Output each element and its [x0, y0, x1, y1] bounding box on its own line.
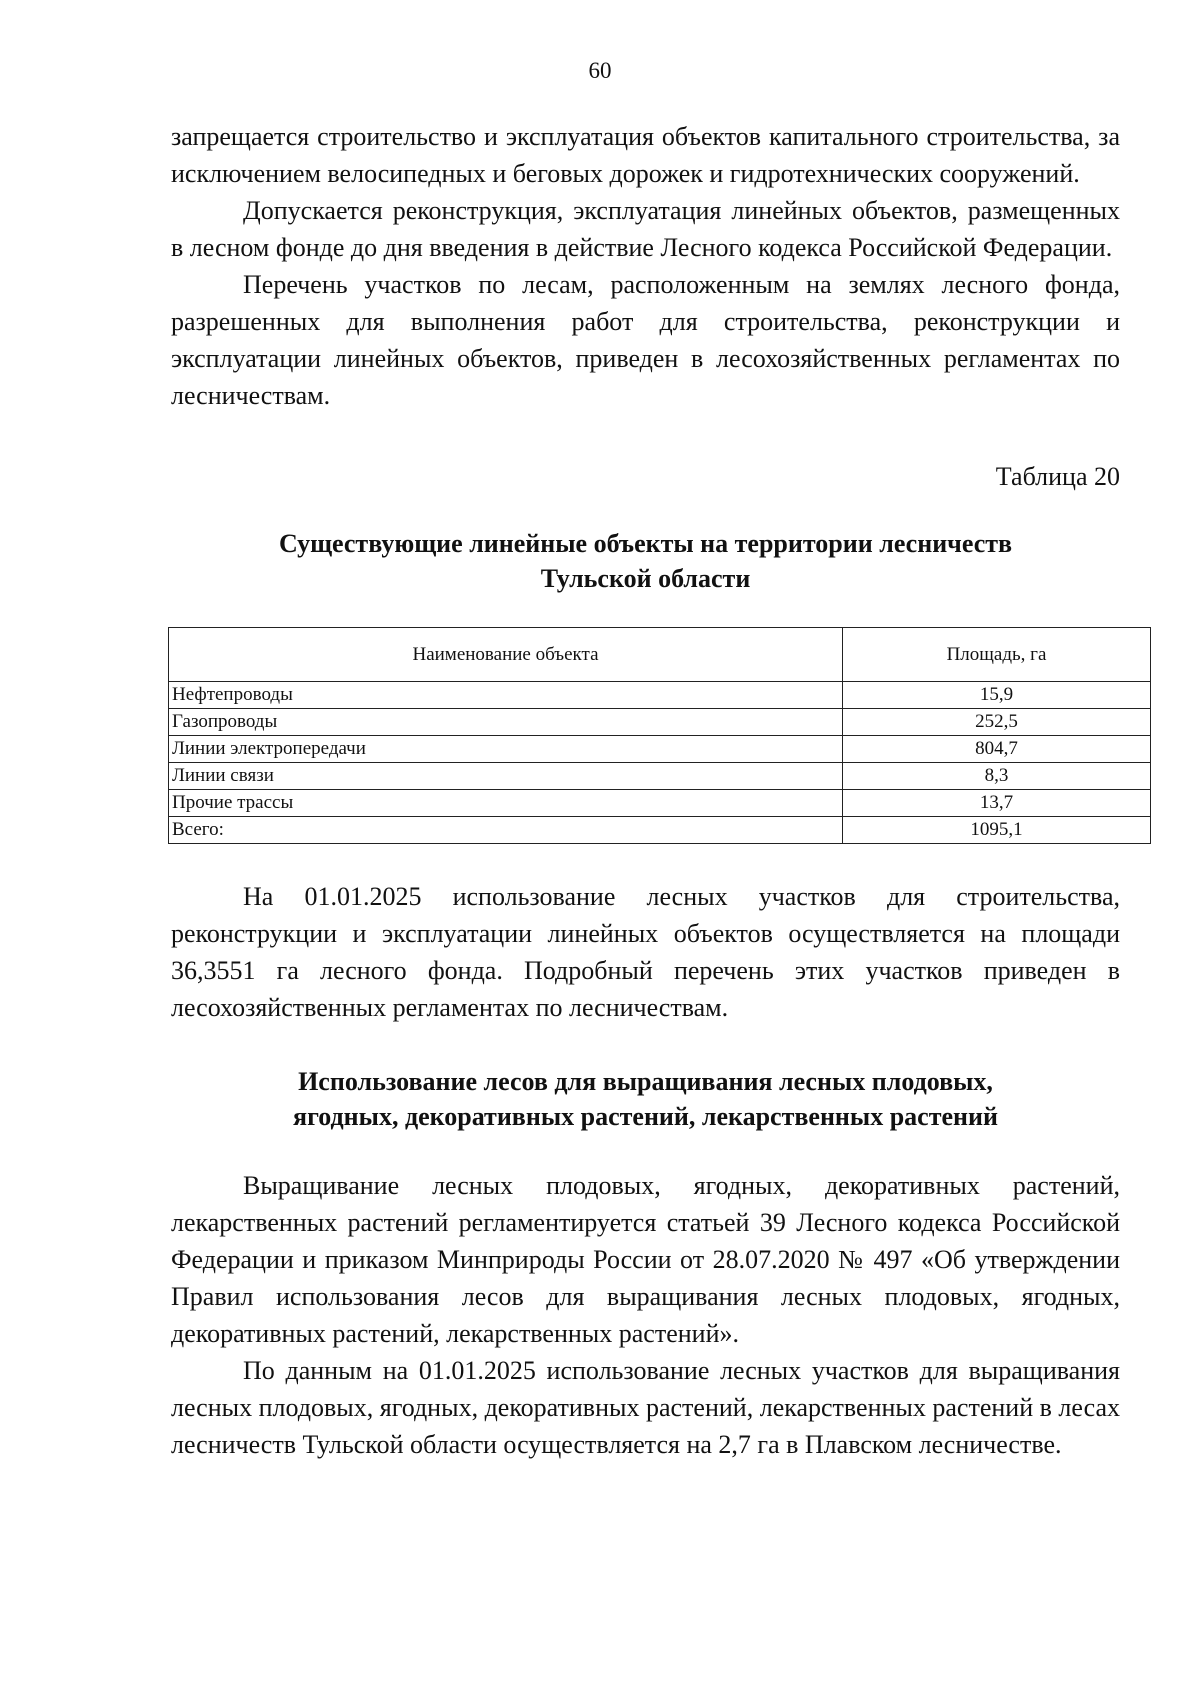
table-row	[169, 736, 1151, 763]
table-row	[169, 709, 1151, 736]
area-cell: 13,7	[843, 790, 1151, 817]
table-row	[169, 682, 1151, 709]
object-name-cell: Газопроводы	[169, 709, 843, 736]
table-row	[169, 763, 1151, 790]
paragraph: На 01.01.2025 использование лесных участков для строительства, реконструкции и эксплуатации линейных объектов осуществляется на площади 36,3551 га лесного фонда. Подробный перечень этих участков приведен в лесохозяйственных регламентах по лесничествам.	[171, 882, 1120, 1022]
column-header-name: Наименование объекта	[169, 628, 843, 682]
table-title	[171, 526, 1120, 596]
linear-objects-table	[168, 627, 1151, 844]
paragraph: По данным на 01.01.2025 использование лесных участков для выращивания лесных плодовых, ягодных, декоративных растений, лекарственных растений в лесах лесничеств Тульской области осуществляется на 2,7 га в Плавском лесничестве.	[171, 1356, 1120, 1459]
object-name-cell: Линии электропередачи	[169, 736, 843, 763]
paragraph: Выращивание лесных плодовых, ягодных, декоративных растений, лекарственных растений регламентируется статьей 39 Лесного кодекса Российской Федерации и приказом Минприроды России от 28.07.2020 № 497 «Об утверждении Правил использования лесов для выращивания лесных плодовых, ягодных, декоративных растений, лекарственных растений».	[171, 1171, 1120, 1348]
object-name-cell: Линии связи	[169, 763, 843, 790]
paragraph: запрещается строительство и эксплуатация объектов капитального строительства, за исключением велосипедных и беговых дорожек и гидротехнических сооружений.	[171, 122, 1120, 188]
table-title-line: Существующие линейные объекты на территории лесничеств	[278, 529, 1013, 558]
column-header-area: Площадь, га	[843, 628, 1151, 682]
document-body	[171, 118, 1120, 1463]
section-heading-line: ягодных, декоративных растений, лекарственных растений	[293, 1102, 998, 1131]
table-header-row	[169, 628, 1151, 682]
section-heading-line: Использование лесов для выращивания лесных плодовых,	[298, 1067, 993, 1096]
table-row	[169, 790, 1151, 817]
area-cell: 804,7	[843, 736, 1151, 763]
page-number: 60	[588, 58, 612, 83]
total-area-cell: 1095,1	[843, 817, 1151, 844]
area-cell: 8,3	[843, 763, 1151, 790]
paragraph: Перечень участков по лесам, расположенным на землях лесного фонда, разрешенных для выполнения работ для строительства, реконструкции и эксплуатации линейных объектов, приведен в лесохозяйственных регламентах по лесничествам.	[171, 270, 1120, 410]
section-heading	[171, 1064, 1120, 1134]
paragraph: Допускается реконструкция, эксплуатация линейных объектов, размещенных в лесном фонде до дня введения в действие Лесного кодекса Российской Федерации.	[171, 196, 1120, 262]
table-label: Таблица 20	[995, 462, 1120, 491]
area-cell: 252,5	[843, 709, 1151, 736]
table-title-line: Тульской области	[540, 564, 751, 593]
object-name-cell: Прочие трассы	[169, 790, 843, 817]
area-cell: 15,9	[843, 682, 1151, 709]
table-total-row	[169, 817, 1151, 844]
total-label-cell: Всего:	[169, 817, 843, 844]
object-name-cell: Нефтепроводы	[169, 682, 843, 709]
